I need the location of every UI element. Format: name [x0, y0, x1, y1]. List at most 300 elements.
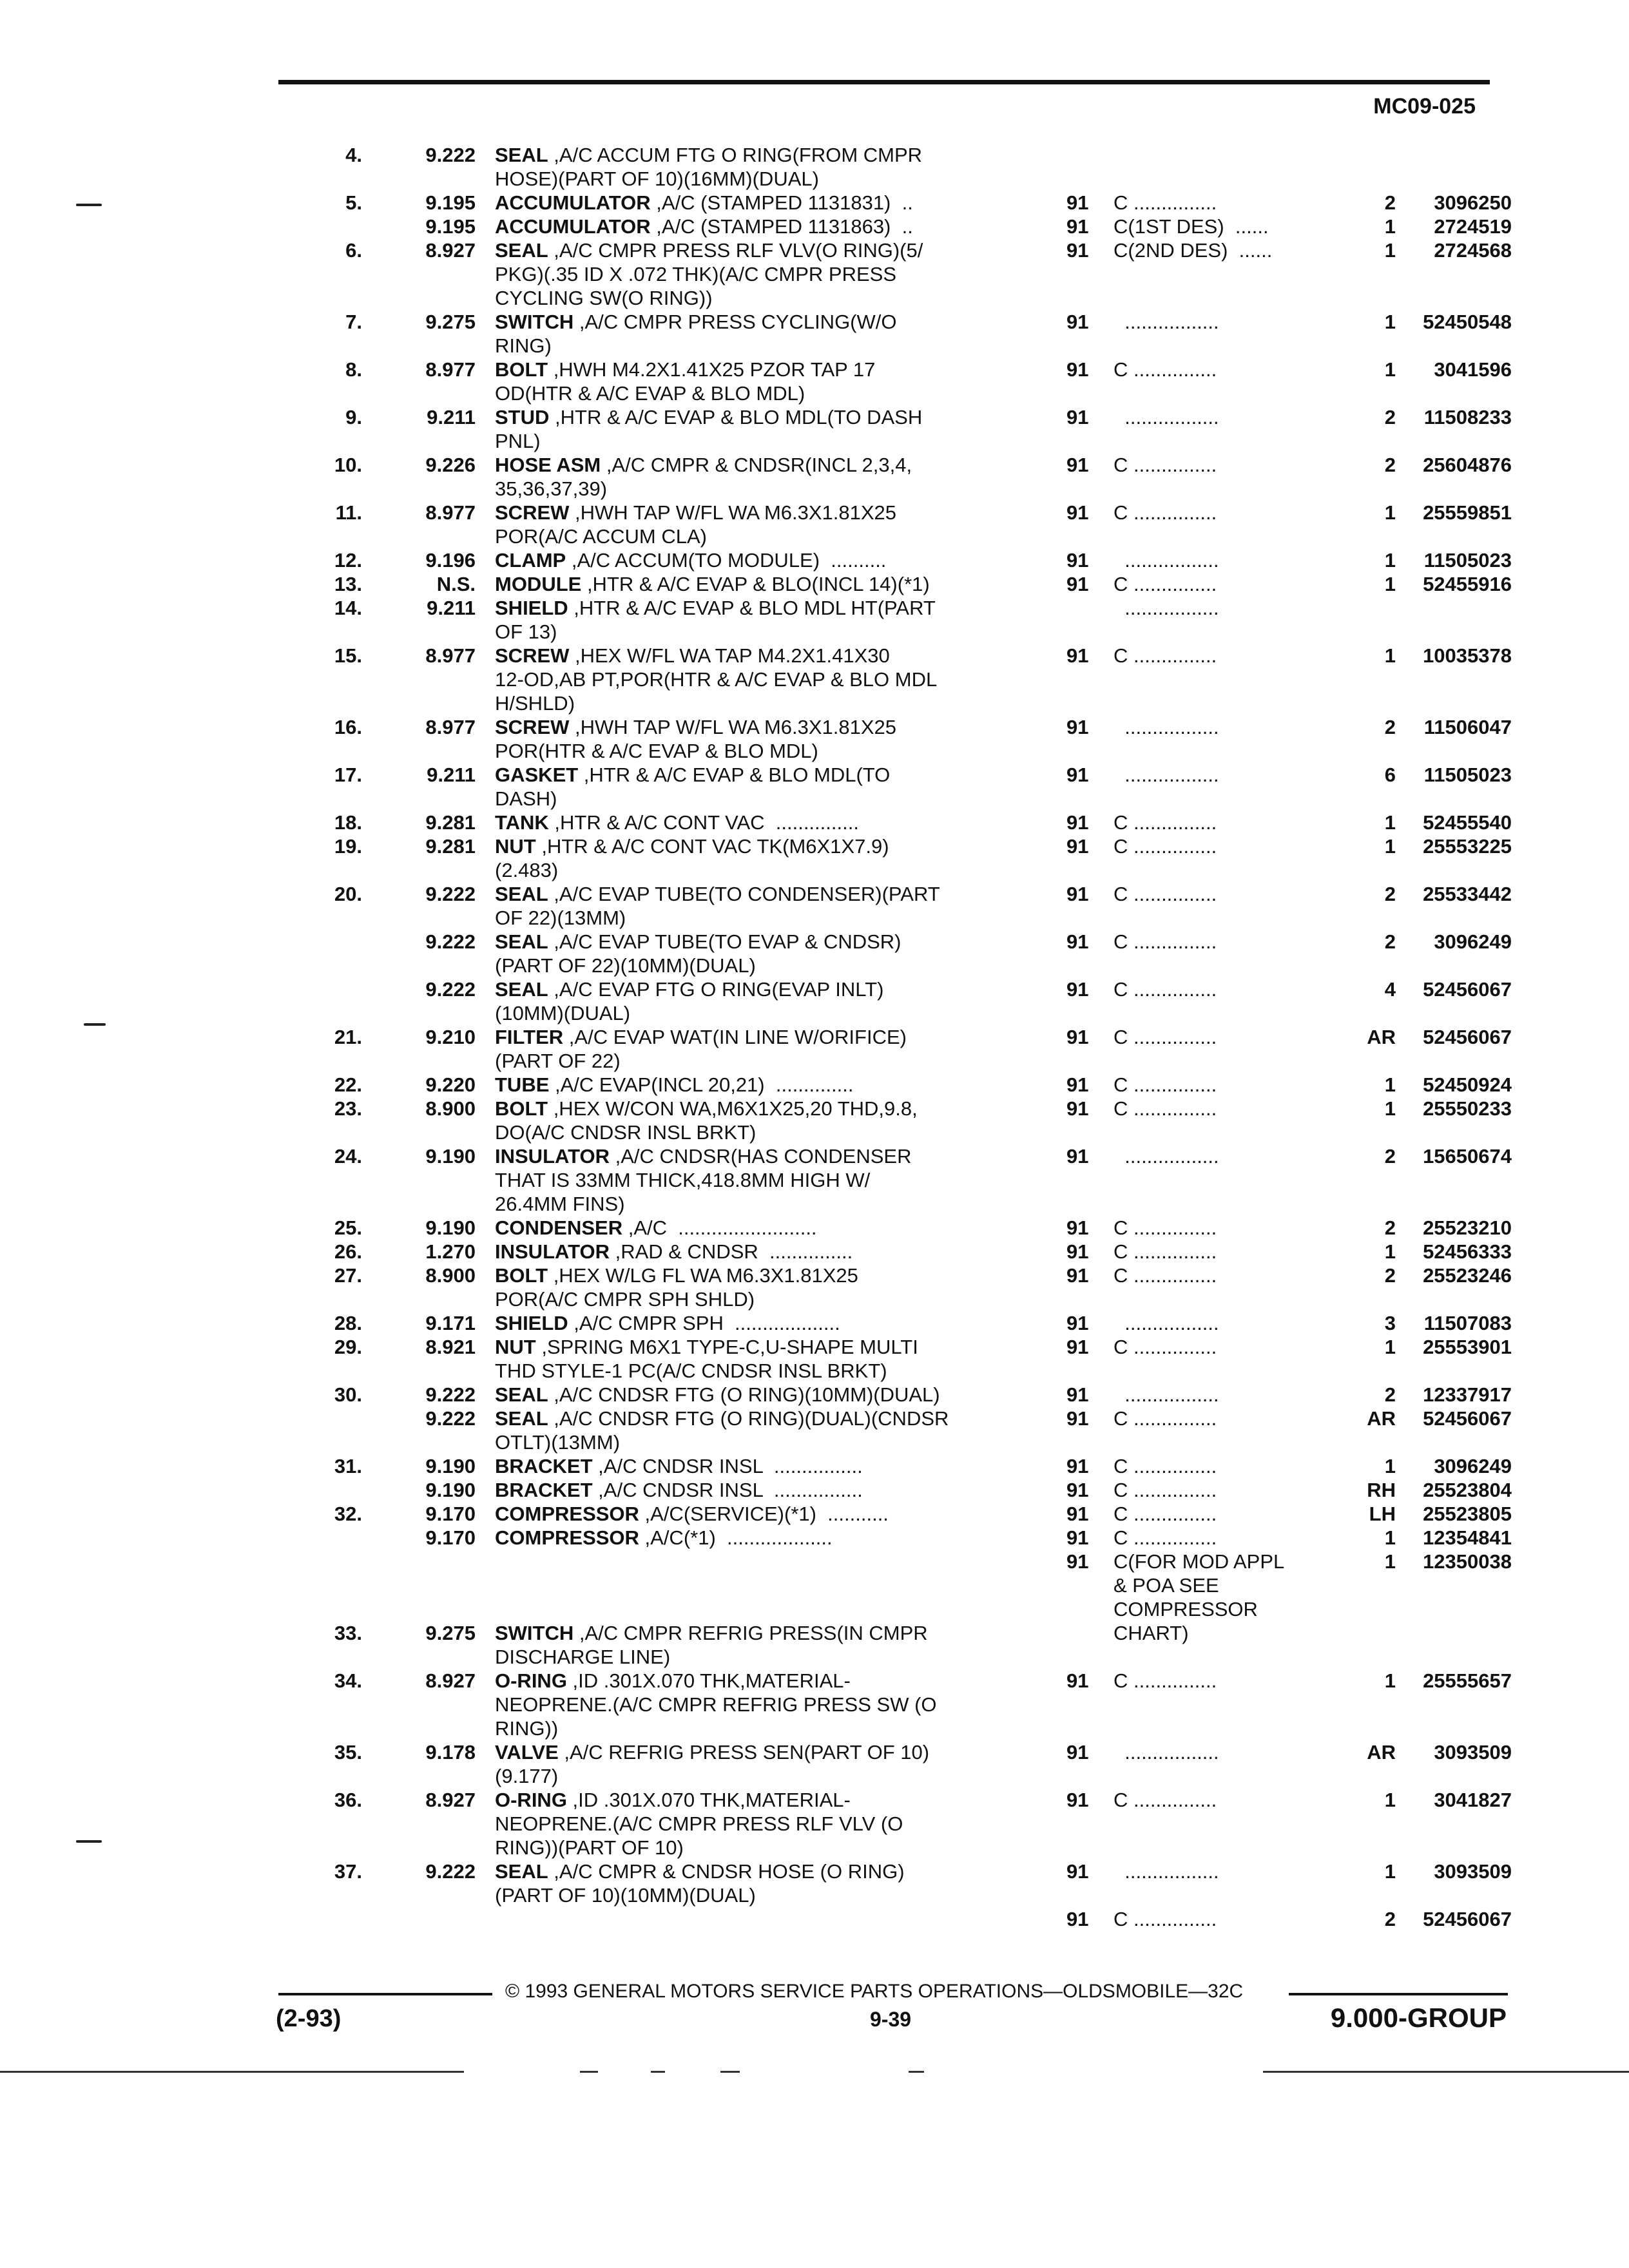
part-number: 12354841	[1423, 1526, 1512, 1549]
quantity: 1	[1384, 573, 1396, 595]
usage-code: .................	[1113, 1860, 1219, 1883]
part-name: NUT	[495, 835, 536, 858]
part-name: ACCUMULATOR	[495, 191, 651, 214]
part-name: BOLT	[495, 1264, 548, 1287]
quantity: 1	[1384, 1097, 1396, 1120]
part-description	[495, 310, 1023, 358]
group-number: 9.222	[425, 1383, 476, 1406]
part-detail: ,A/C CNDSR INSL ................	[592, 1455, 863, 1477]
usage-code: .................	[1113, 1741, 1219, 1763]
quantity: AR	[1367, 1026, 1396, 1048]
part-description	[495, 572, 1023, 596]
model-year: 91	[1066, 573, 1089, 595]
part-name: SHIELD	[495, 597, 568, 619]
usage-code: C ...............	[1113, 191, 1217, 214]
part-detail: ,A/C CMPR PRESS CYCLING(W/O RING)	[495, 311, 897, 357]
part-number: 52455540	[1423, 811, 1512, 834]
part-description	[495, 191, 1023, 215]
scan-mark	[76, 204, 102, 206]
usage-code: C ...............	[1113, 1407, 1217, 1430]
model-year: 91	[1066, 1860, 1089, 1883]
group-number: 9.222	[425, 978, 476, 1001]
part-description	[495, 215, 1023, 238]
part-number: 25523246	[1423, 1264, 1512, 1287]
quantity: 1	[1384, 644, 1396, 667]
item-number: 35.	[334, 1741, 362, 1763]
part-name: SWITCH	[495, 311, 574, 333]
group-number: 8.977	[425, 644, 476, 667]
part-description	[495, 1311, 1023, 1335]
model-year: 91	[1066, 239, 1089, 262]
model-year: 91	[1066, 311, 1089, 333]
part-name: COMPRESSOR	[495, 1526, 639, 1549]
part-name: CLAMP	[495, 549, 566, 572]
quantity: 1	[1384, 1550, 1396, 1573]
quantity: 2	[1384, 1216, 1396, 1239]
part-number: 25555657	[1423, 1669, 1512, 1692]
model-year: 91	[1066, 978, 1089, 1001]
quantity: AR	[1367, 1741, 1396, 1763]
group-number: 9.170	[425, 1526, 476, 1549]
quantity: 2	[1384, 1264, 1396, 1287]
quantity: 1	[1384, 549, 1396, 572]
model-year: 91	[1066, 1240, 1089, 1263]
quantity: 1	[1384, 215, 1396, 238]
usage-code: .................	[1113, 597, 1219, 619]
usage-code: .................	[1113, 1383, 1219, 1406]
part-detail: ,RAD & CNDSR ...............	[609, 1240, 853, 1263]
usage-code: C ...............	[1113, 644, 1217, 667]
quantity: 1	[1384, 811, 1396, 834]
usage-code: C ...............	[1113, 835, 1217, 858]
usage-code: C ...............	[1113, 573, 1217, 595]
part-description	[495, 1478, 1023, 1502]
quantity: 1	[1384, 239, 1396, 262]
part-name: O-RING	[495, 1789, 567, 1811]
item-number: 10.	[334, 454, 362, 476]
item-number: 29.	[334, 1336, 362, 1358]
part-name: VALVE	[495, 1741, 559, 1763]
quantity: 1	[1384, 501, 1396, 524]
part-name: HOSE ASM	[495, 454, 601, 476]
part-number: 2724568	[1434, 239, 1512, 262]
item-number: 20.	[334, 883, 362, 905]
part-number: 52456067	[1423, 1908, 1512, 1930]
part-name: SEAL	[495, 1407, 548, 1430]
part-name: O-RING	[495, 1669, 567, 1692]
part-number: 11505023	[1423, 764, 1512, 786]
part-description	[495, 977, 1023, 1025]
item-number: 18.	[334, 811, 362, 834]
parts-row	[0, 882, 1629, 953]
part-detail: ,HTR & A/C EVAP & BLO MDL(TO DASH)	[495, 764, 891, 810]
part-detail: ,A/C(*1) ...................	[639, 1526, 833, 1549]
part-description	[495, 1788, 1023, 1860]
item-number: 31.	[334, 1455, 362, 1477]
item-number: 16.	[334, 716, 362, 738]
part-detail: ,HTR & A/C CONT VAC ...............	[548, 811, 859, 834]
quantity: LH	[1369, 1503, 1396, 1525]
part-detail: ,HEX W/CON WA,M6X1X25,20 THD,9.8, DO(A/C CNDSR INSL BRKT)	[495, 1097, 918, 1144]
part-name: SWITCH	[495, 1622, 574, 1644]
top-rule	[278, 80, 1490, 84]
part-description	[495, 1860, 1023, 1907]
part-number: 11508233	[1423, 406, 1512, 428]
part-description	[495, 1097, 1023, 1144]
part-description	[495, 1740, 1023, 1788]
group-number: 9.196	[425, 549, 476, 572]
part-description	[495, 358, 1023, 405]
item-number: 36.	[334, 1789, 362, 1811]
part-description	[495, 1025, 1023, 1073]
footer-group-label: 9.000-GROUP	[1330, 2003, 1507, 2033]
quantity: 1	[1384, 1526, 1396, 1549]
item-number: 7.	[345, 311, 362, 333]
group-number: 9.281	[425, 811, 476, 834]
group-number: 8.977	[425, 716, 476, 738]
part-description	[495, 238, 1023, 310]
group-number: 1.270	[425, 1240, 476, 1263]
usage-code: C ...............	[1113, 1503, 1217, 1525]
part-detail: ,ID .301X.070 THK,MATERIAL- NEOPRENE.(A/C CMPR PRESS RLF VLV (O RING))(PART OF 10)	[495, 1789, 903, 1859]
part-number: 3096249	[1434, 1455, 1512, 1477]
part-detail: ,A/C CNDSR(HAS CONDENSER THAT IS 33MM THICK,418.8MM HIGH W/ 26.4MM FINS)	[495, 1145, 912, 1215]
group-number: 9.222	[425, 1407, 476, 1430]
part-description	[495, 1454, 1023, 1478]
footer-rule-right	[1289, 1993, 1508, 1995]
part-number: 12337917	[1423, 1383, 1512, 1406]
part-description	[495, 930, 1023, 977]
part-number: 25523804	[1423, 1479, 1512, 1501]
group-number: 9.211	[427, 597, 476, 619]
part-number: 25553901	[1423, 1336, 1512, 1358]
part-description	[495, 453, 1023, 501]
part-description	[495, 1621, 1023, 1669]
part-name: SCREW	[495, 644, 570, 667]
item-number: 26.	[334, 1240, 362, 1263]
usage-code: C(FOR MOD APPL & POA SEE COMPRESSOR CHART)	[1113, 1550, 1285, 1644]
usage-code: C ...............	[1113, 1455, 1217, 1477]
quantity: 2	[1384, 406, 1396, 428]
part-name: SEAL	[495, 978, 548, 1001]
model-year: 91	[1066, 1407, 1089, 1430]
part-detail: ,A/C CMPR & CNDSR HOSE (O RING) (PART OF 10)(10MM)(DUAL)	[495, 1860, 905, 1907]
part-number: 12350038	[1423, 1550, 1512, 1573]
usage-code: C ...............	[1113, 978, 1217, 1001]
group-number: 9.195	[425, 215, 476, 238]
quantity: 1	[1384, 835, 1396, 858]
usage-code: C ...............	[1113, 1026, 1217, 1048]
part-number: 25523805	[1423, 1503, 1512, 1525]
group-number: 9.190	[425, 1216, 476, 1239]
usage-code: C ...............	[1113, 501, 1217, 524]
model-year: 91	[1066, 1550, 1089, 1573]
model-year: 91	[1066, 1503, 1089, 1525]
model-year: 91	[1066, 1526, 1089, 1549]
part-detail: ,A/C EVAP TUBE(TO EVAP & CNDSR) (PART OF 22)(10MM)(DUAL)	[495, 930, 901, 977]
part-detail: ,HWH TAP W/FL WA M6.3X1.81X25 POR(A/C ACCUM CLA)	[495, 501, 897, 548]
model-year: 91	[1066, 191, 1089, 214]
quantity: 1	[1384, 311, 1396, 333]
part-detail: ,SPRING M6X1 TYPE-C,U-SHAPE MULTI THD STYLE-1 PC(A/C CNDSR INSL BRKT)	[495, 1336, 918, 1382]
group-number: 9.190	[425, 1145, 476, 1168]
model-year: 91	[1066, 1073, 1089, 1096]
part-name: SEAL	[495, 1860, 548, 1883]
usage-code: C ...............	[1113, 930, 1217, 953]
item-number: 14.	[334, 597, 362, 619]
part-description	[495, 644, 1023, 715]
model-year: 91	[1066, 1908, 1089, 1930]
parts-row	[0, 1860, 1629, 1930]
quantity: 1	[1384, 1336, 1396, 1358]
page-code: MC09-025	[1373, 94, 1476, 119]
part-description	[495, 1526, 1023, 1550]
quantity: 1	[1384, 1669, 1396, 1692]
part-number: 3041827	[1434, 1789, 1512, 1811]
part-description	[495, 715, 1023, 763]
quantity: 2	[1384, 716, 1396, 738]
group-number: 9.190	[425, 1479, 476, 1501]
group-number: 9.190	[425, 1455, 476, 1477]
part-description	[495, 1240, 1023, 1264]
part-description	[495, 548, 1023, 572]
usage-code: C ...............	[1113, 1908, 1217, 1930]
model-year: 91	[1066, 1216, 1089, 1239]
model-year: 91	[1066, 501, 1089, 524]
group-number: 8.977	[425, 501, 476, 524]
part-number: 3096250	[1434, 191, 1512, 214]
part-number: 10035378	[1423, 644, 1512, 667]
group-number: 9.195	[425, 191, 476, 214]
part-name: STUD	[495, 406, 550, 428]
model-year: 91	[1066, 835, 1089, 858]
item-number: 27.	[334, 1264, 362, 1287]
scan-mark	[84, 1023, 106, 1026]
model-year: 91	[1066, 811, 1089, 834]
part-number: 52450924	[1423, 1073, 1512, 1096]
part-number: 52456067	[1423, 1407, 1512, 1430]
parts-list	[0, 143, 1629, 1930]
quantity: 1	[1384, 1789, 1396, 1811]
group-number: 8.927	[425, 1789, 476, 1811]
group-number: 9.211	[427, 406, 476, 428]
part-detail: ,A/C ACCUM FTG O RING(FROM CMPR HOSE)(PART OF 10)(16MM)(DUAL)	[495, 144, 923, 190]
part-detail: ,ID .301X.070 THK,MATERIAL- NEOPRENE.(A/C CMPR REFRIG PRESS SW (O RING))	[495, 1669, 937, 1740]
model-year: 91	[1066, 1741, 1089, 1763]
group-number: 9.281	[425, 835, 476, 858]
group-number: 9.222	[425, 144, 476, 166]
item-number: 21.	[334, 1026, 362, 1048]
group-number: 9.220	[425, 1073, 476, 1096]
part-detail: ,A/C EVAP FTG O RING(EVAP INLT) (10MM)(DUAL)	[495, 978, 884, 1024]
part-name: GASKET	[495, 764, 579, 786]
part-detail: ,A/C CMPR & CNDSR(INCL 2,3,4, 35,36,37,39)	[495, 454, 912, 500]
model-year: 91	[1066, 1336, 1089, 1358]
part-detail: ,HTR & A/C CONT VAC TK(M6X1X7.9) (2.483)	[495, 835, 889, 881]
item-number: 5.	[345, 191, 362, 214]
part-detail: ,A/C CNDSR FTG (O RING)(DUAL)(CNDSR OTLT)(13MM)	[495, 1407, 949, 1454]
model-year: 91	[1066, 1145, 1089, 1168]
usage-code: .................	[1113, 1312, 1219, 1334]
part-name: SEAL	[495, 883, 548, 905]
item-number: 33.	[334, 1622, 362, 1644]
model-year: 91	[1066, 1455, 1089, 1477]
item-number: 8.	[345, 358, 362, 381]
item-number: 25.	[334, 1216, 362, 1239]
part-description	[495, 1144, 1023, 1216]
part-detail: ,A/C (STAMPED 1131831) ..	[650, 191, 913, 214]
model-year: 91	[1066, 1312, 1089, 1334]
group-number: 9.222	[425, 930, 476, 953]
item-number: 22.	[334, 1073, 362, 1096]
part-name: NUT	[495, 1336, 536, 1358]
item-number: 17.	[334, 764, 362, 786]
usage-code: C ...............	[1113, 1336, 1217, 1358]
part-number: 3096249	[1434, 930, 1512, 953]
usage-code: C ...............	[1113, 454, 1217, 476]
model-year: 91	[1066, 764, 1089, 786]
model-year: 91	[1066, 1669, 1089, 1692]
item-number: 28.	[334, 1312, 362, 1334]
part-description	[495, 834, 1023, 882]
part-detail: ,A/C CMPR REFRIG PRESS(IN CMPR DISCHARGE LINE)	[495, 1622, 928, 1668]
part-number: 25553225	[1423, 835, 1512, 858]
part-number: 25550233	[1423, 1097, 1512, 1120]
usage-code: C ...............	[1113, 1240, 1217, 1263]
part-number: 52456067	[1423, 1026, 1512, 1048]
group-number: 8.927	[425, 1669, 476, 1692]
usage-code: C ...............	[1113, 358, 1217, 381]
part-detail: ,A/C CNDSR FTG (O RING)(10MM)(DUAL)	[548, 1383, 940, 1406]
part-name: TANK	[495, 811, 549, 834]
quantity: 6	[1384, 764, 1396, 786]
part-detail: ,A/C (STAMPED 1131863) ..	[650, 215, 913, 238]
part-detail: ,A/C EVAP WAT(IN LINE W/ORIFICE) (PART OF 22)	[495, 1026, 907, 1072]
model-year: 91	[1066, 644, 1089, 667]
quantity: 4	[1384, 978, 1396, 1001]
group-number: 8.921	[425, 1336, 476, 1358]
part-detail: ,HEX W/FL WA TAP M4.2X1.41X30 12-OD,AB PT,POR(HTR & A/C EVAP & BLO MDL H/SHLD)	[495, 644, 938, 715]
part-name: SEAL	[495, 239, 548, 262]
part-name: BOLT	[495, 1097, 548, 1120]
group-number: 9.210	[425, 1026, 476, 1048]
quantity: 1	[1384, 1073, 1396, 1096]
part-number: 3093509	[1434, 1860, 1512, 1883]
usage-code: C ...............	[1113, 1789, 1217, 1811]
part-name: INSULATOR	[495, 1240, 610, 1263]
part-detail: ,HWH TAP W/FL WA M6.3X1.81X25 POR(HTR & A/C EVAP & BLO MDL)	[495, 716, 897, 762]
model-year: 91	[1066, 716, 1089, 738]
part-name: TUBE	[495, 1073, 550, 1096]
item-number: 6.	[345, 239, 362, 262]
usage-code: .................	[1113, 406, 1219, 428]
usage-code: C ...............	[1113, 1097, 1217, 1120]
usage-code: C ...............	[1113, 1264, 1217, 1287]
quantity: 2	[1384, 883, 1396, 905]
quantity: RH	[1367, 1479, 1396, 1501]
part-detail: ,A/C ACCUM(TO MODULE) ..........	[566, 549, 887, 572]
usage-code: .................	[1113, 1145, 1219, 1168]
group-number: 9.275	[425, 1622, 476, 1644]
part-number: 52456333	[1423, 1240, 1512, 1263]
part-name: ACCUMULATOR	[495, 215, 651, 238]
part-name: SEAL	[495, 930, 548, 953]
part-number: 3041596	[1434, 358, 1512, 381]
item-number: 37.	[334, 1860, 362, 1883]
usage-code: .................	[1113, 764, 1219, 786]
part-name: BOLT	[495, 358, 548, 381]
parts-row	[0, 1144, 1629, 1239]
part-name: CONDENSER	[495, 1216, 623, 1239]
quantity: 2	[1384, 1383, 1396, 1406]
part-name: SEAL	[495, 144, 548, 166]
part-description	[495, 1264, 1023, 1311]
part-name: SCREW	[495, 716, 570, 738]
part-description	[495, 405, 1023, 453]
usage-code: C ...............	[1113, 1073, 1217, 1096]
part-number: 25604876	[1423, 454, 1512, 476]
part-number: 25533442	[1423, 883, 1512, 905]
group-number: 8.900	[425, 1097, 476, 1120]
part-description	[495, 763, 1023, 811]
group-number: N.S.	[436, 573, 476, 595]
part-name: INSULATOR	[495, 1145, 610, 1168]
part-detail: ,HEX W/LG FL WA M6.3X1.81X25 POR(A/C CMPR SPH SHLD)	[495, 1264, 858, 1311]
group-number: 9.171	[425, 1312, 476, 1334]
part-description	[495, 882, 1023, 930]
model-year: 91	[1066, 1097, 1089, 1120]
item-number: 19.	[334, 835, 362, 858]
parts-row	[0, 1454, 1629, 1501]
item-number: 11.	[335, 501, 362, 524]
model-year: 91	[1066, 215, 1089, 238]
part-detail: ,A/C CMPR SPH ...................	[568, 1312, 840, 1334]
usage-code: .................	[1113, 716, 1219, 738]
part-detail: ,A/C .........................	[622, 1216, 817, 1239]
group-number: 9.222	[425, 883, 476, 905]
item-number: 23.	[334, 1097, 362, 1120]
part-name: BRACKET	[495, 1479, 593, 1501]
group-number: 9.226	[425, 454, 476, 476]
group-number: 9.275	[425, 311, 476, 333]
usage-code: .................	[1113, 311, 1219, 333]
part-name: SEAL	[495, 1383, 548, 1406]
quantity: 2	[1384, 191, 1396, 214]
parts-row	[0, 1383, 1629, 1430]
model-year: 91	[1066, 549, 1089, 572]
model-year: 91	[1066, 1479, 1089, 1501]
quantity: 1	[1384, 358, 1396, 381]
footer-rule-left	[278, 1993, 492, 1995]
model-year: 91	[1066, 883, 1089, 905]
part-detail: ,A/C CNDSR INSL ................	[592, 1479, 863, 1501]
group-number: 9.170	[425, 1503, 476, 1525]
group-number: 8.977	[425, 358, 476, 381]
part-name: FILTER	[495, 1026, 564, 1048]
part-description	[495, 1383, 1023, 1407]
usage-code: C ...............	[1113, 883, 1217, 905]
usage-code: C(2ND DES) ......	[1113, 239, 1273, 262]
part-number: 52450548	[1423, 311, 1512, 333]
model-year: 91	[1066, 930, 1089, 953]
item-number: 30.	[334, 1383, 362, 1406]
group-number: 9.211	[427, 764, 476, 786]
usage-code: C ...............	[1113, 1669, 1217, 1692]
item-number: 34.	[334, 1669, 362, 1692]
footer-date-code: (2-93)	[276, 2005, 342, 2032]
part-detail: ,A/C CMPR PRESS RLF VLV(O RING)(5/ PKG)(.35 ID X .072 THK)(A/C CMPR PRESS CYCLING SW(O RING))	[495, 239, 923, 309]
usage-code: C ...............	[1113, 1526, 1217, 1549]
